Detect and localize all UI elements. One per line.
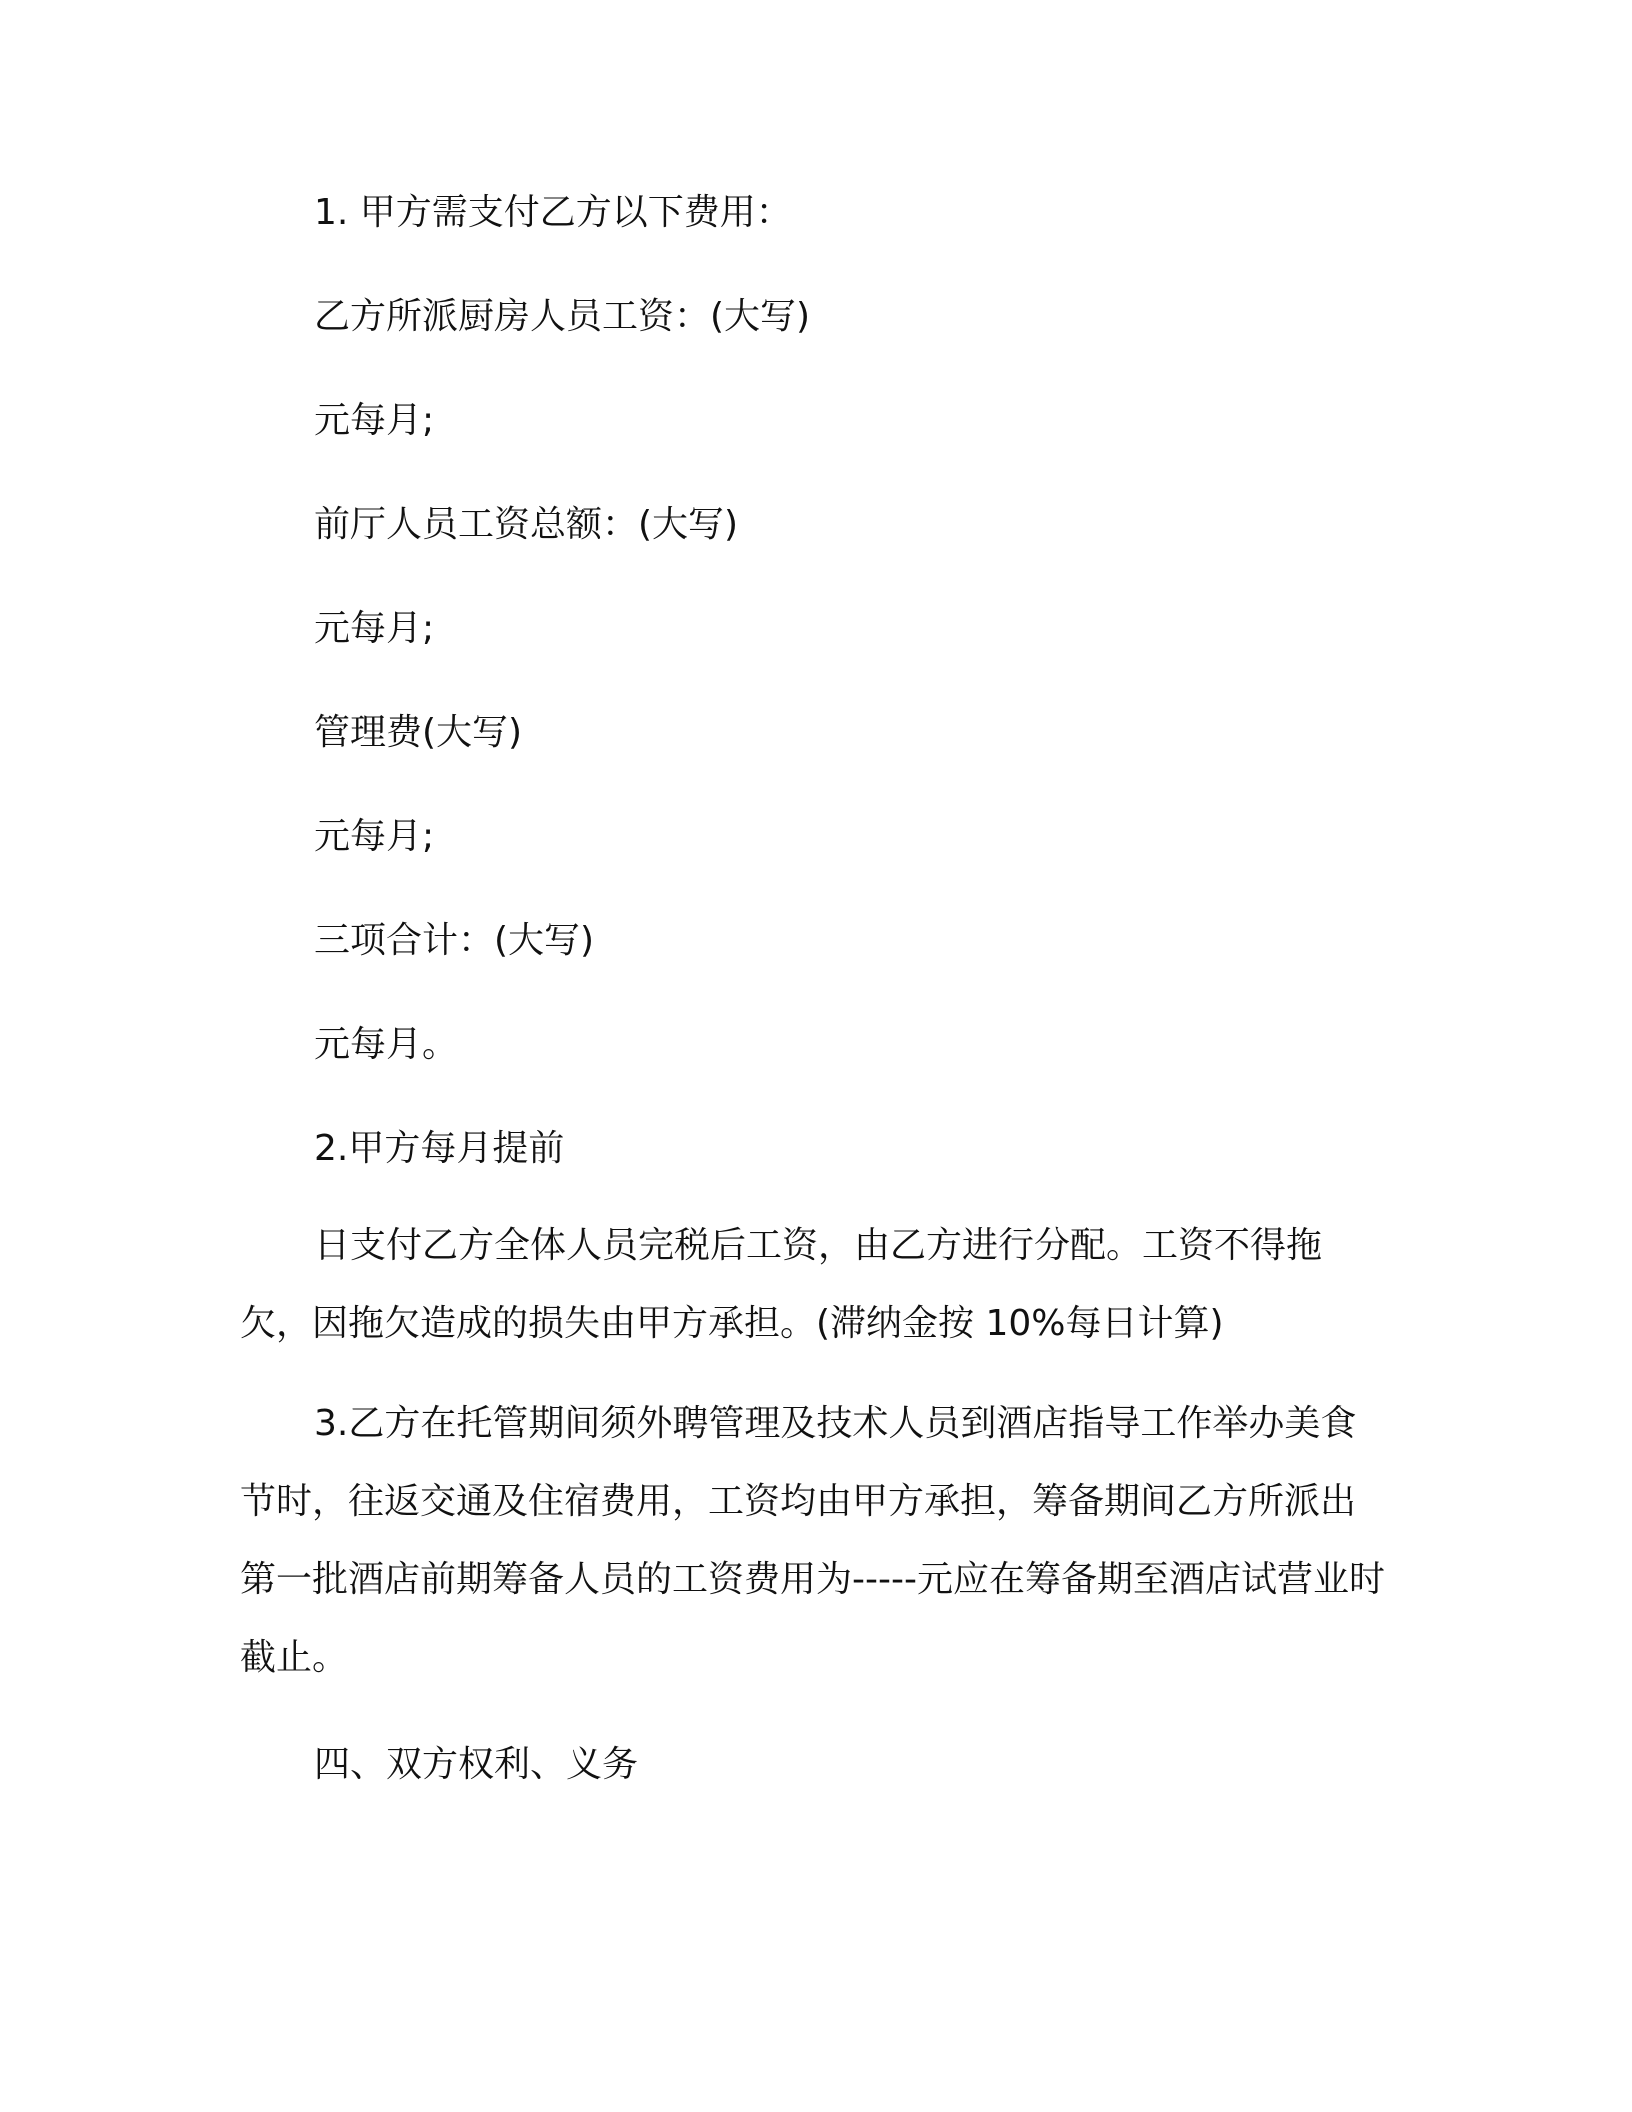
management-fee-unit: 元每月; (314, 816, 435, 857)
clause-2-heading: 2.甲方每月提前 (314, 1128, 565, 1169)
payment-paragraph: 日支付乙方全体人员完税后工资，由乙方进行分配。工资不得拖欠，因拖欠造成的损失由甲方承担。(滞纳金按 10%每日计算) (240, 1225, 1323, 1344)
section-4-heading: 四、双方权利、义务 (314, 1744, 639, 1785)
total-line: 三项合计：(大写) (314, 920, 595, 961)
clause-1-heading: 1. 甲方需支付乙方以下费用： (314, 192, 792, 233)
kitchen-wage-unit: 元每月; (314, 400, 435, 441)
total-unit: 元每月。 (314, 1024, 459, 1065)
management-fee-line: 管理费(大写) (314, 712, 523, 753)
document-body (240, 185, 1390, 1793)
front-hall-wage-line: 前厅人员工资总额：(大写) (314, 504, 739, 545)
staff-cost-paragraph: 3.乙方在托管期间须外聘管理及技术人员到酒店指导工作举办美食节时，往返交通及住宿费用，工资均由甲方承担，筹备期间乙方所派出第一批酒店前期筹备人员的工资费用为-----元应在筹备期至酒店试营业时截止。 (240, 1403, 1385, 1678)
front-hall-wage-unit: 元每月; (314, 608, 435, 649)
kitchen-wage-line: 乙方所派厨房人员工资：(大写) (314, 296, 811, 337)
